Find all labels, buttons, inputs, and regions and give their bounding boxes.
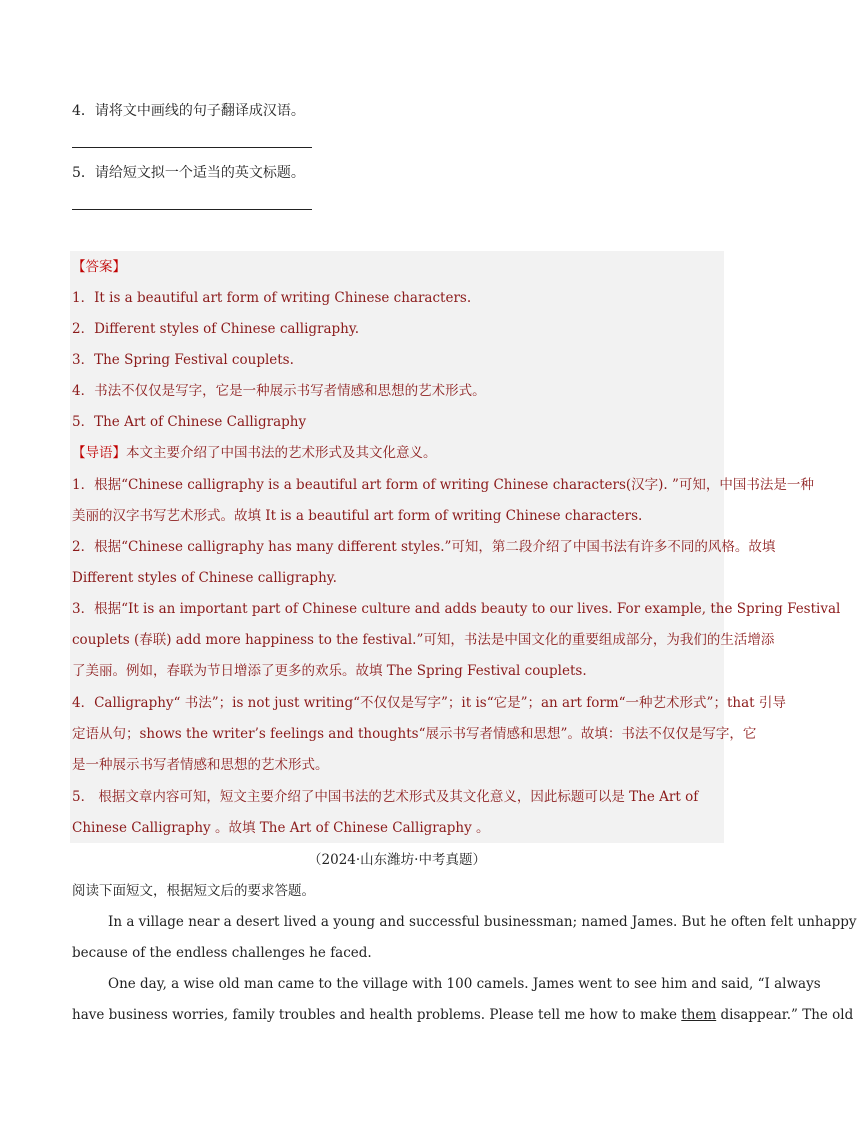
- answer-blank-4: [72, 147, 312, 148]
- guide-line: Different styles of Chinese calligraphy.: [72, 570, 337, 586]
- passage-line: In a village near a desert lived a young and successful businessman; named James. But he often felt unhappy: [108, 914, 857, 930]
- guide-line: 5． 根据文章内容可知，短文主要介绍了中国书法的艺术形式及其文化意义，因此标题可以是 The Art of: [72, 789, 699, 805]
- guide-line: 了美丽。例如，春联为节日增添了更多的欢乐。故填 The Spring Festival couplets.: [72, 663, 587, 679]
- guide-line: 美丽的汉字书写艺术形式。故填 It is a beautiful art form of writing Chinese characters.: [72, 508, 643, 524]
- guide-line: 定语从句；shows the writer’s feelings and thoughts“展示书写者情感和思想”。故填：书法不仅仅是写字，它: [72, 726, 757, 742]
- answer-item-1: 1．It is a beautiful art form of writing Chinese characters.: [72, 290, 472, 306]
- answer-label: 【答案】: [72, 259, 126, 275]
- guide-line: 是一种展示书写者情感和思想的艺术形式。: [72, 757, 329, 773]
- passage-line: One day, a wise old man came to the village with 100 camels. James went to see him and said, “I always: [108, 976, 821, 992]
- passage-line: because of the endless challenges he faced.: [72, 945, 372, 961]
- source-citation: （2024·山东潍坊·中考真题）: [308, 852, 486, 868]
- guide-summary: 本文主要介绍了中国书法的艺术形式及其文化意义。: [126, 445, 437, 461]
- answer-blank-5: [72, 209, 312, 210]
- guide-line: 4．Calligraphy“ 书法”；is not just writing“不仅仅是写字”；it is“它是”；an art form“一种艺术形式”；that 引导: [72, 695, 786, 711]
- guide-label: 【导语】: [72, 445, 126, 461]
- passage-line: [72, 1005, 854, 1025]
- guide-line: Chinese Calligraphy 。故填 The Art of Chinese Calligraphy 。: [72, 820, 490, 836]
- answer-item-5: 5．The Art of Chinese Calligraphy: [72, 414, 307, 430]
- underlined-word: them: [681, 1007, 717, 1023]
- instruction: 阅读下面短文，根据短文后的要求答题。: [72, 883, 315, 899]
- answer-item-2: 2．Different styles of Chinese calligraphy.: [72, 321, 359, 337]
- question-5: 5．请给短文拟一个适当的英文标题。: [72, 165, 305, 181]
- question-4: 4．请将文中画线的句子翻译成汉语。: [72, 103, 305, 119]
- guide-line: couplets (春联) add more happiness to the festival.”可知，书法是中国文化的重要组成部分，为我们的生活增添: [72, 632, 775, 648]
- passage-text: disappear.” The old: [716, 1007, 854, 1023]
- passage-text: have business worries, family troubles and health problems. Please tell me how to make: [72, 1007, 682, 1023]
- answer-item-4: 4．书法不仅仅是写字，它是一种展示书写者情感和思想的艺术形式。: [72, 383, 486, 399]
- guide-line: 2．根据“Chinese calligraphy has many different styles.”可知，第二段介绍了中国书法有许多不同的风格。故填: [72, 539, 776, 555]
- guide-line: 3．根据“It is an important part of Chinese culture and adds beauty to our lives. For example, the Spring Festival: [72, 601, 841, 617]
- guide-heading: [72, 443, 724, 463]
- guide-line: 1．根据“Chinese calligraphy is a beautiful art form of writing Chinese characters(汉字). ”可知，中国书法是一种: [72, 477, 814, 493]
- answer-item-3: 3．The Spring Festival couplets.: [72, 352, 294, 368]
